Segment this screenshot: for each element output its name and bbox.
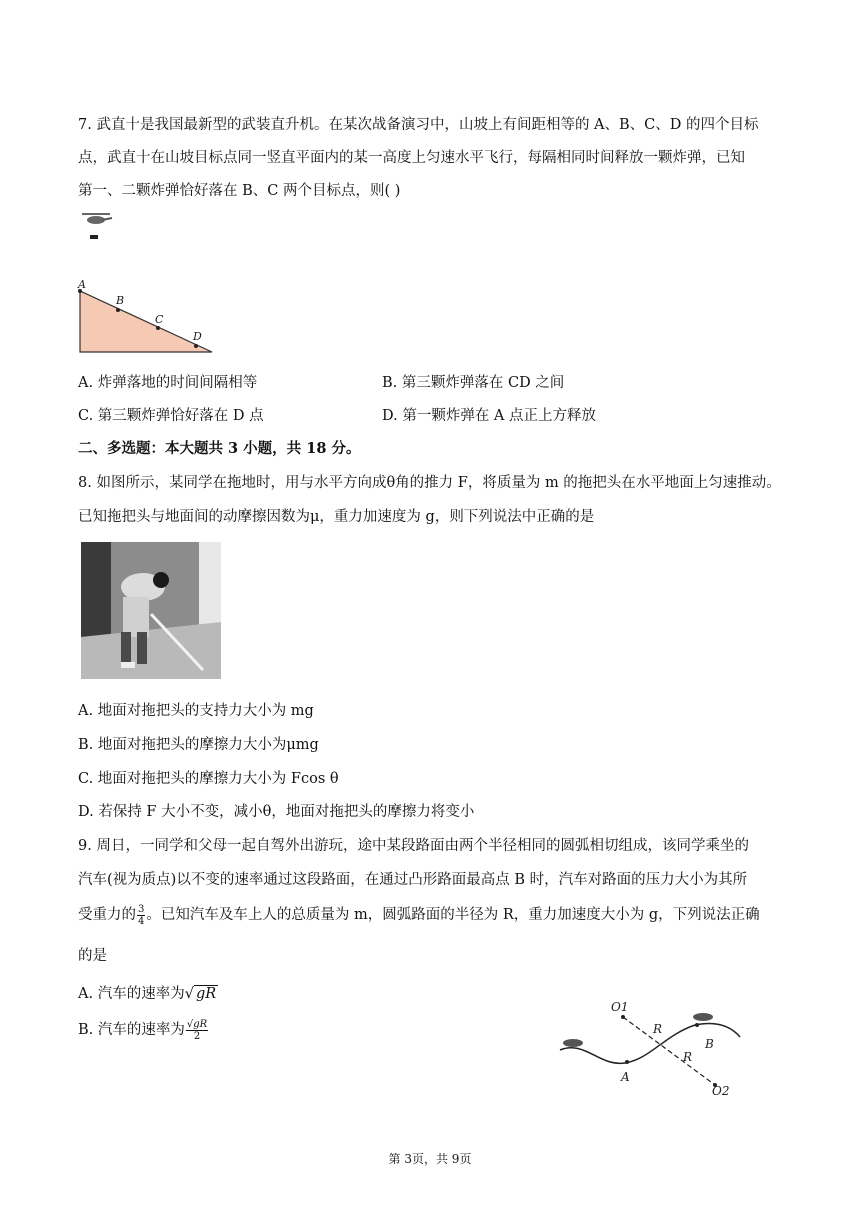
slope-figure: [74, 276, 224, 358]
q9-line-1: 9. 周日，一同学和父母一起自驾外出游玩，途中某段路面由两个半径相同的圆弧相切组成，该同学乘坐的: [78, 838, 749, 854]
q7-option-a: A. 炸弹落地的时间间隔相等: [78, 375, 258, 391]
label-c: C: [155, 313, 164, 326]
q8-option-a: A. 地面对拖把头的支持力大小为 mg: [78, 703, 314, 719]
point-d: [194, 344, 198, 348]
radius-line: [623, 1017, 715, 1085]
page-footer: 第 3页，共 9页: [388, 1152, 472, 1166]
car-icon: [563, 1039, 583, 1047]
label-o2: O2: [712, 1084, 730, 1098]
fraction-sqrt: $\frac{√gR}{2}$: [186, 1018, 208, 1042]
center-o1: [621, 1015, 625, 1019]
q7-option-c: C. 第三颗炸弹恰好落在 D 点: [78, 408, 264, 424]
q7-option-b: B. 第三颗炸弹落在 CD 之间: [382, 375, 565, 391]
helicopter-icon: [80, 210, 116, 244]
q7-line-2: 点，武直十在山坡目标点同一竖直平面内的某一高度上匀速水平飞行，每隔相同时间释放一颗炸弹，已知: [78, 150, 745, 166]
q9-line-3: [78, 903, 760, 927]
label-b: B: [116, 294, 125, 307]
label-b: B: [705, 1037, 714, 1051]
label-r-1: R: [653, 1022, 663, 1036]
label-a: A: [78, 278, 86, 291]
q8-option-c: C. 地面对拖把头的摩擦力大小为 Fcos θ: [78, 771, 339, 787]
q8-line-1: 8. 如图所示，某同学在拖地时，用与水平方向成θ角的推力 F，将质量为 m 的拖把头在水平地面上匀速推动。: [78, 475, 781, 491]
q8-option-d: D. 若保持 F 大小不变，减小θ，地面对拖把头的摩擦力将变小: [78, 804, 475, 820]
q7-option-d: D. 第一颗炸弹在 A 点正上方释放: [382, 408, 597, 424]
q7-line-1: 7. 武直十是我国最新型的武装直升机。在某次战备演习中，山坡上有间距相等的 A、B、C、D 的四个目标: [78, 117, 759, 133]
q9-line-4: 的是: [78, 948, 107, 964]
point-b: [695, 1023, 699, 1027]
car-icon: [693, 1013, 713, 1021]
q9-option-a: [78, 982, 218, 1003]
q9-line-3-post: 。已知汽车及车上人的总质量为 m，圆弧路面的半径为 R，重力加速度大小为 g，下列说法正确: [146, 907, 760, 923]
q8-option-b: B. 地面对拖把头的摩擦力大小为μmg: [78, 737, 319, 753]
section-title: 二、多选题：本大题共 3 小题，共 18 分。: [78, 440, 361, 457]
label-o1: O1: [611, 1000, 629, 1014]
q9-option-b-text: B. 汽车的速率为: [78, 1022, 185, 1038]
point-b: [116, 308, 120, 312]
fraction: $\frac{3}{4}$: [138, 903, 145, 927]
sqrt-symbol: √ gR: [184, 986, 217, 1002]
point-c: [156, 326, 160, 330]
point-a: [625, 1060, 629, 1064]
road-arcs-figure: [555, 995, 745, 1100]
mopping-photo: [81, 542, 221, 679]
q9-option-a-text: A. 汽车的速率为: [78, 986, 185, 1002]
q9-option-b: [78, 1018, 209, 1042]
q9-line-2: 汽车(视为质点)以不变的速率通过这段路面，在通过凸形路面最高点 B 时，汽车对路面的压力大小为其所: [78, 872, 748, 888]
label-a: A: [621, 1070, 630, 1084]
q9-line-3-pre: 受重力的: [78, 907, 136, 923]
label-d: D: [193, 330, 202, 343]
q8-line-2: 已知拖把头与地面间的动摩擦因数为μ，重力加速度为 g，则下列说法中正确的是: [78, 509, 595, 525]
label-r-2: R: [683, 1050, 693, 1064]
q7-line-3: 第一、二颗炸弹恰好落在 B、C 两个目标点，则( ): [78, 183, 401, 199]
